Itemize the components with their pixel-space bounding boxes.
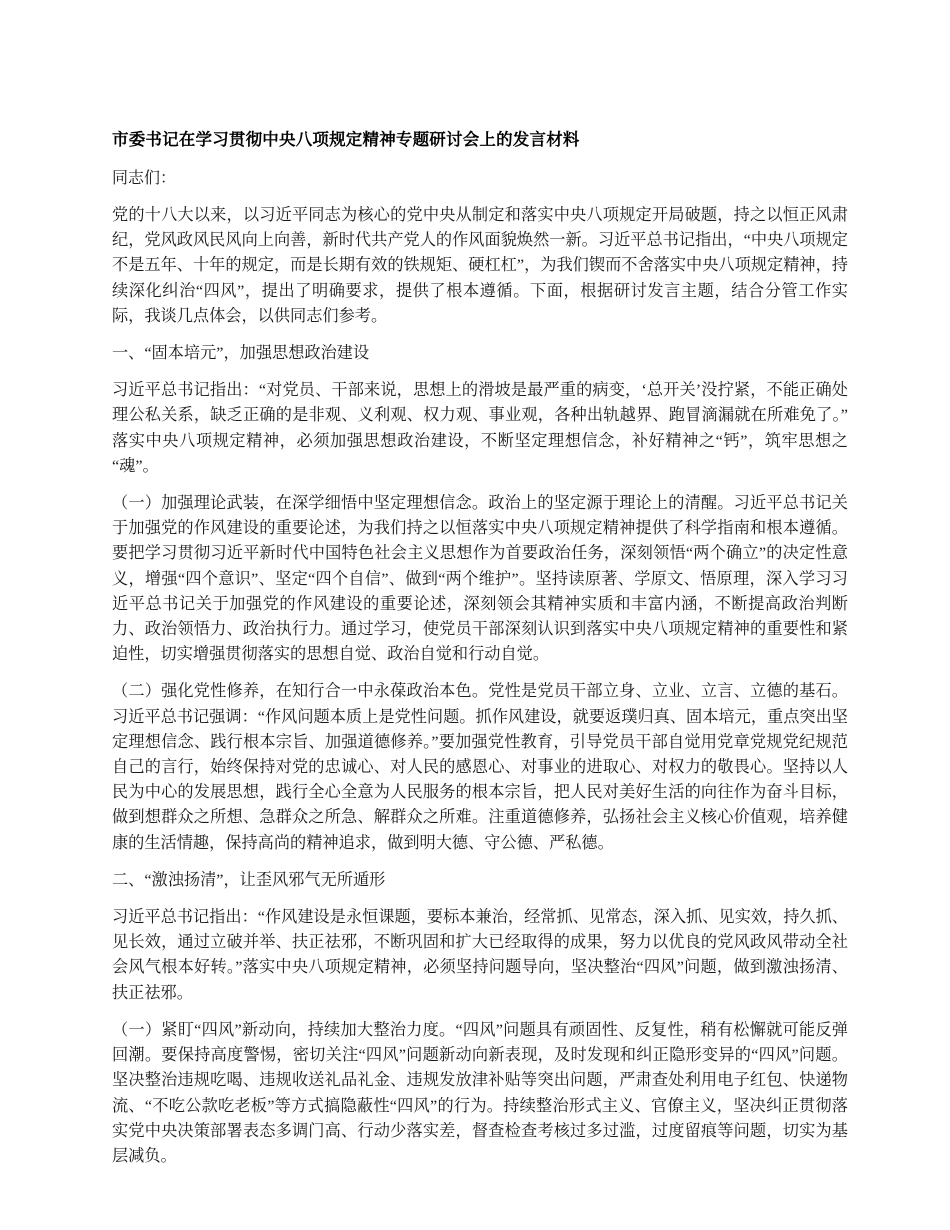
- body-paragraph: （一）加强理论武装，在深学细悟中坚定理想信念。政治上的坚定源于理论上的清醒。习近平总书记关于加强党的作风建设的重要论述，为我们持之以恒落实中央八项规定精神提供了科学指南和根本遵循。要把学习贯彻习近平新时代中国特色社会主义思想作为首要政治任务，深刻领悟“两个确立”的决定性意义，增强“四个意识”、坚定“四个自信”、做到“两个维护”。坚持读原著、学原文、悟原理，深入学习习近平总书记关于加强党的作风建设的重要论述，深刻领会其精神实质和丰富内涵，不断提高政治判断力、政治领悟力、政治执行力。通过学习，使党员干部深刻认识到落实中央八项规定精神的重要性和紧迫性，切实增强贯彻落实的思想自觉、政治自觉和行动自觉。: [112, 494, 848, 664]
- document-body: [112, 203, 848, 1169]
- section-heading: 一、“固本培元”，加强思想政治建设: [112, 344, 370, 363]
- body-paragraph: （二）强化党性修养，在知行合一中永葆政治本色。党性是党员干部立身、立业、立言、立德的基石。习近平总书记强调：“作风问题本质上是党性问题。抓作风建设，就要返璞归真、固本培元，重点突出坚定理想信念、践行根本宗旨、加强道德修养。”要加强党性教育，引导党员干部自觉用党章党规党纪规范自己的言行，始终保持对党的忠诚心、对人民的感恩心、对事业的进取心、对权力的敬畏心。坚持以人民为中心的发展思想，践行全心全意为人民服务的根本宗旨，把人民对美好生活的向往作为奋斗目标，做到想群众之所想、急群众之所急、解群众之所难。注重道德修养，弘扬社会主义核心价值观，培养健康的生活情趣，保持高尚的精神追求，做到明大德、守公德、严私德。: [112, 682, 848, 852]
- page-title: 市委书记在学习贯彻中央八项规定精神专题研讨会上的发言材料: [112, 131, 580, 149]
- salutation: 同志们：: [112, 170, 177, 187]
- body-paragraph: 习近平总书记指出：“作风建设是永恒课题，要标本兼治，经常抓、见常态，深入抓、见实效，持久抓、见长效，通过立破并举、扶正祛邪，不断巩固和扩大已经取得的成果，努力以优良的党风政风带动全社会风气根本好转。”落实中央八项规定精神，必须坚持问题导向，坚决整治“四风”问题，做到激浊扬清、扶正祛邪。: [112, 908, 848, 1002]
- body-paragraph: 习近平总书记指出：“对党员、干部来说，思想上的滑坡是最严重的病变，‘总开关’没拧紧，不能正确处理公私关系，缺乏正确的是非观、义利观、权力观、事业观，各种出轨越界、跑冒滴漏就在所难免了。”落实中央八项规定精神，必须加强思想政治建设，不断坚定理想信念，补好精神之“钙”，筑牢思想之“魂”。: [112, 381, 848, 475]
- body-paragraph: 党的十八大以来，以习近平同志为核心的党中央从制定和落实中央八项规定开局破题，持之以恒正风肃纪，党风政风民风向上向善，新时代共产党人的作风面貌焕然一新。习近平总书记指出，“中央八项规定不是五年、十年的规定，而是长期有效的铁规矩、硬杠杠”，为我们锲而不舍落实中央八项规定精神，持续深化纠治“四风”，提出了明确要求，提供了根本遵循。下面，根据研讨发言主题，结合分管工作实际，我谈几点体会，以供同志们参考。: [112, 206, 848, 325]
- body-paragraph: （一）紧盯“四风”新动向，持续加大整治力度。“四风”问题具有顽固性、反复性，稍有松懈就可能反弹回潮。要保持高度警惕，密切关注“四风”问题新动向新表现，及时发现和纠正隐形变异的“四风”问题。坚决整治违规吃喝、违规收送礼品礼金、违规发放津补贴等突出问题，严肃查处利用电子红包、快递物流、“不吃公款吃老板”等方式搞隐蔽性“四风”的行为。持续整治形式主义、官僚主义，坚决纠正贯彻落实党中央决策部署表态多调门高、行动少落实差，督查检查考核过多过滥，过度留痕等问题，切实为基层减负。: [112, 1020, 848, 1165]
- section-heading: 二、“激浊扬清”，让歪风邪气无所遁形: [112, 870, 386, 889]
